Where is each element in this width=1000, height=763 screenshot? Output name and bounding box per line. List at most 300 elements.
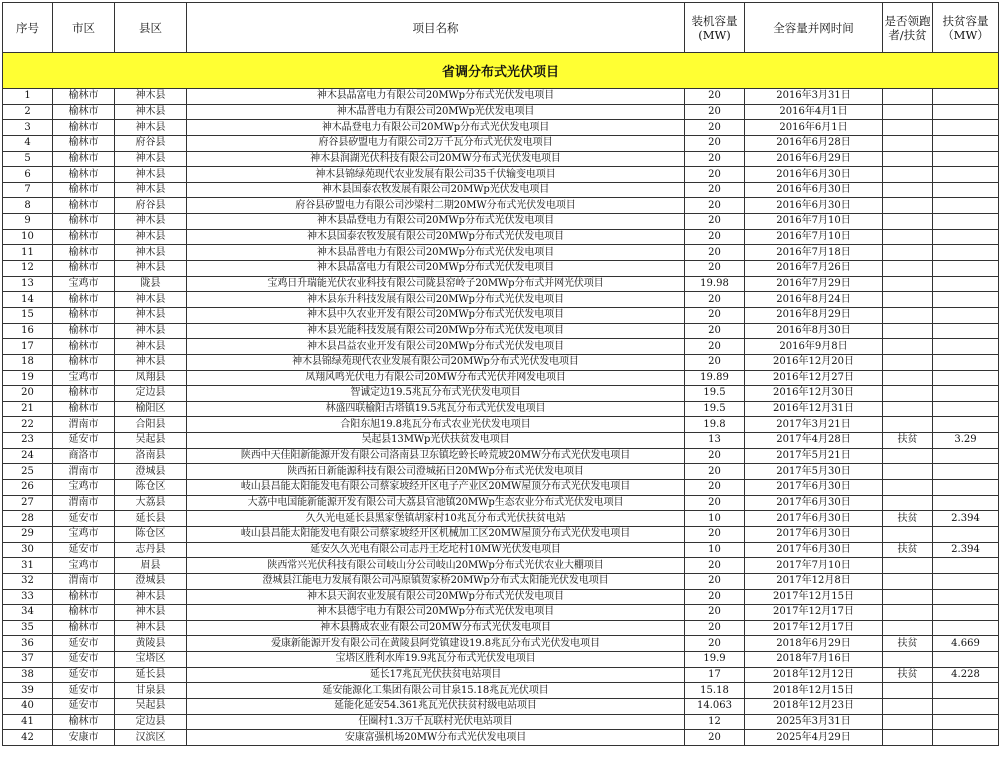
cell-no: 40 [3, 698, 53, 714]
cell-city: 延安市 [53, 542, 115, 558]
cell-no: 9 [3, 214, 53, 230]
cell-leader-poverty [883, 605, 933, 621]
cell-no: 39 [3, 683, 53, 699]
cell-grid-time: 2018年6月29日 [745, 636, 883, 652]
cell-city: 榆林市 [53, 182, 115, 198]
table-row [3, 120, 999, 136]
cell-poverty-capacity [933, 401, 999, 417]
cell-grid-time: 2018年7月16日 [745, 652, 883, 668]
cell-city: 延安市 [53, 433, 115, 449]
cell-no: 23 [3, 433, 53, 449]
cell-city: 榆林市 [53, 151, 115, 167]
cell-capacity: 19.5 [685, 386, 745, 402]
table-row [3, 229, 999, 245]
table-row [3, 714, 999, 730]
cell-project-name: 合阳东旭19.8兆瓦分布式农业光伏发电项目 [187, 417, 685, 433]
cell-county: 洛南县 [115, 448, 187, 464]
cell-county: 神木县 [115, 245, 187, 261]
cell-project-name: 府谷县矽盟电力有限公司沙梁村二期20MW分布式光伏发电项目 [187, 198, 685, 214]
cell-grid-time: 2016年7月26日 [745, 261, 883, 277]
cell-leader-poverty [883, 276, 933, 292]
cell-capacity: 20 [685, 354, 745, 370]
cell-county: 定边县 [115, 714, 187, 730]
table-row [3, 292, 999, 308]
cell-no: 20 [3, 386, 53, 402]
table-row [3, 135, 999, 151]
cell-poverty-capacity: 2.394 [933, 511, 999, 527]
cell-leader-poverty [883, 323, 933, 339]
cell-poverty-capacity [933, 120, 999, 136]
cell-leader-poverty [883, 386, 933, 402]
cell-leader-poverty [883, 589, 933, 605]
cell-city: 榆林市 [53, 339, 115, 355]
cell-grid-time: 2016年6月1日 [745, 120, 883, 136]
cell-no: 21 [3, 401, 53, 417]
section-row [3, 53, 999, 89]
cell-city: 延安市 [53, 636, 115, 652]
cell-poverty-capacity [933, 276, 999, 292]
cell-capacity: 20 [685, 480, 745, 496]
cell-grid-time: 2016年6月28日 [745, 135, 883, 151]
cell-poverty-capacity: 2.394 [933, 542, 999, 558]
cell-no: 12 [3, 261, 53, 277]
cell-capacity: 20 [685, 589, 745, 605]
cell-no: 8 [3, 198, 53, 214]
cell-project-name: 神木县中久农业开发有限公司20MWp分布式光伏发电项目 [187, 307, 685, 323]
cell-city: 榆林市 [53, 89, 115, 105]
cell-capacity: 19.98 [685, 276, 745, 292]
table-row [3, 276, 999, 292]
cell-city: 榆林市 [53, 354, 115, 370]
cell-county: 延长县 [115, 511, 187, 527]
cell-no: 30 [3, 542, 53, 558]
cell-poverty-capacity [933, 573, 999, 589]
cell-poverty-capacity [933, 386, 999, 402]
cell-leader-poverty [883, 698, 933, 714]
table-row [3, 245, 999, 261]
cell-leader-poverty [883, 354, 933, 370]
cell-grid-time: 2017年6月30日 [745, 511, 883, 527]
cell-city: 榆林市 [53, 104, 115, 120]
table-row [3, 198, 999, 214]
cell-no: 3 [3, 120, 53, 136]
cell-leader-poverty [883, 714, 933, 730]
cell-city: 安康市 [53, 730, 115, 746]
cell-grid-time: 2017年6月30日 [745, 542, 883, 558]
table-row [3, 542, 999, 558]
cell-grid-time: 2016年12月30日 [745, 386, 883, 402]
cell-grid-time: 2017年6月30日 [745, 495, 883, 511]
cell-county: 陇县 [115, 276, 187, 292]
cell-county: 神木县 [115, 339, 187, 355]
cell-county: 眉县 [115, 558, 187, 574]
cell-city: 榆林市 [53, 198, 115, 214]
cell-no: 34 [3, 605, 53, 621]
cell-county: 合阳县 [115, 417, 187, 433]
cell-project-name: 神木县光能科技发展有限公司20MWp分布式光伏发电项目 [187, 323, 685, 339]
cell-capacity: 20 [685, 292, 745, 308]
cell-project-name: 陕西拓日新能源科技有限公司澄城拓日20MWp分布式光伏发电项目 [187, 464, 685, 480]
cell-grid-time: 2016年4月1日 [745, 104, 883, 120]
cell-county: 神木县 [115, 354, 187, 370]
cell-no: 19 [3, 370, 53, 386]
table-row [3, 652, 999, 668]
cell-project-name: 延能化延安54.361兆瓦光伏扶贫村级电站项目 [187, 698, 685, 714]
cell-poverty-capacity [933, 714, 999, 730]
cell-no: 41 [3, 714, 53, 730]
cell-project-name: 吴起县13MWp光伏扶贫发电项目 [187, 433, 685, 449]
header-county: 县区 [115, 3, 187, 53]
cell-project-name: 陕西中天佳阳新能源开发有限公司洛南县卫东镇圪蛉长岭荒坡20MW分布式光伏发电项目 [187, 448, 685, 464]
cell-capacity: 20 [685, 339, 745, 355]
cell-grid-time: 2017年6月30日 [745, 480, 883, 496]
table-row [3, 480, 999, 496]
cell-county: 神木县 [115, 89, 187, 105]
cell-county: 神木县 [115, 589, 187, 605]
cell-grid-time: 2017年4月28日 [745, 433, 883, 449]
cell-grid-time: 2016年3月31日 [745, 89, 883, 105]
cell-city: 榆林市 [53, 261, 115, 277]
cell-poverty-capacity [933, 198, 999, 214]
cell-project-name: 神木县晶登电力有限公司20MWp分布式光伏发电项目 [187, 214, 685, 230]
cell-project-name: 神木县晶富电力有限公司20MWp分布式光伏发电项目 [187, 261, 685, 277]
cell-city: 榆林市 [53, 229, 115, 245]
table-row [3, 167, 999, 183]
cell-city: 榆林市 [53, 135, 115, 151]
cell-poverty-capacity [933, 495, 999, 511]
cell-grid-time: 2018年12月12日 [745, 667, 883, 683]
cell-county: 宝塔区 [115, 652, 187, 668]
cell-county: 神木县 [115, 307, 187, 323]
cell-no: 28 [3, 511, 53, 527]
cell-city: 商洛市 [53, 448, 115, 464]
cell-poverty-capacity [933, 104, 999, 120]
cell-poverty-capacity [933, 323, 999, 339]
table-row [3, 605, 999, 621]
cell-city: 榆林市 [53, 245, 115, 261]
cell-city: 宝鸡市 [53, 276, 115, 292]
cell-no: 2 [3, 104, 53, 120]
cell-capacity: 10 [685, 542, 745, 558]
cell-project-name: 延安能源化工集团有限公司甘泉15.18兆瓦光伏项目 [187, 683, 685, 699]
cell-county: 陈仓区 [115, 526, 187, 542]
cell-city: 榆林市 [53, 214, 115, 230]
cell-capacity: 20 [685, 526, 745, 542]
cell-capacity: 20 [685, 167, 745, 183]
cell-grid-time: 2018年12月23日 [745, 698, 883, 714]
cell-city: 榆林市 [53, 386, 115, 402]
cell-county: 澄城县 [115, 573, 187, 589]
cell-no: 6 [3, 167, 53, 183]
table-row [3, 401, 999, 417]
cell-capacity: 10 [685, 511, 745, 527]
cell-project-name: 神木县天润农业发展有限公司20MWp分布式光伏发电项目 [187, 589, 685, 605]
cell-leader-poverty [883, 558, 933, 574]
cell-grid-time: 2016年7月10日 [745, 229, 883, 245]
table-row [3, 698, 999, 714]
header-city: 市区 [53, 3, 115, 53]
cell-grid-time: 2017年5月21日 [745, 448, 883, 464]
cell-county: 黄陵县 [115, 636, 187, 652]
cell-poverty-capacity [933, 464, 999, 480]
cell-grid-time: 2017年12月8日 [745, 573, 883, 589]
cell-poverty-capacity [933, 89, 999, 105]
cell-poverty-capacity [933, 292, 999, 308]
cell-leader-poverty [883, 167, 933, 183]
cell-no: 24 [3, 448, 53, 464]
cell-grid-time: 2017年6月30日 [745, 526, 883, 542]
cell-grid-time: 2016年7月10日 [745, 214, 883, 230]
cell-poverty-capacity [933, 167, 999, 183]
cell-grid-time: 2016年9月8日 [745, 339, 883, 355]
cell-capacity: 12 [685, 714, 745, 730]
cell-leader-poverty [883, 104, 933, 120]
cell-county: 神木县 [115, 214, 187, 230]
cell-city: 榆林市 [53, 589, 115, 605]
cell-project-name: 宝塔区胜利水库19.9兆瓦分布式光伏发电项目 [187, 652, 685, 668]
cell-county: 吴起县 [115, 698, 187, 714]
cell-county: 神木县 [115, 292, 187, 308]
table-row [3, 448, 999, 464]
cell-leader-poverty: 扶贫 [883, 542, 933, 558]
table-row [3, 386, 999, 402]
table-row [3, 151, 999, 167]
cell-poverty-capacity [933, 605, 999, 621]
cell-leader-poverty: 扶贫 [883, 511, 933, 527]
cell-grid-time: 2016年7月29日 [745, 276, 883, 292]
table-row [3, 433, 999, 449]
table-row [3, 261, 999, 277]
cell-capacity: 20 [685, 558, 745, 574]
cell-no: 35 [3, 620, 53, 636]
cell-poverty-capacity [933, 620, 999, 636]
cell-city: 榆林市 [53, 620, 115, 636]
cell-capacity: 20 [685, 605, 745, 621]
cell-project-name: 神木县国泰农牧发展有限公司20MWp光伏发电项目 [187, 182, 685, 198]
cell-county: 神木县 [115, 229, 187, 245]
cell-poverty-capacity [933, 182, 999, 198]
cell-city: 榆林市 [53, 120, 115, 136]
table-row [3, 683, 999, 699]
cell-grid-time: 2016年6月30日 [745, 182, 883, 198]
cell-poverty-capacity [933, 683, 999, 699]
cell-no: 27 [3, 495, 53, 511]
cell-poverty-capacity: 4.669 [933, 636, 999, 652]
cell-no: 33 [3, 589, 53, 605]
cell-no: 5 [3, 151, 53, 167]
table-row [3, 370, 999, 386]
cell-county: 澄城县 [115, 464, 187, 480]
cell-county: 陈仓区 [115, 480, 187, 496]
cell-grid-time: 2017年12月17日 [745, 620, 883, 636]
cell-no: 7 [3, 182, 53, 198]
cell-capacity: 20 [685, 198, 745, 214]
cell-grid-time: 2017年12月17日 [745, 605, 883, 621]
cell-project-name: 神木县润湖光伏科技有限公司20MW分布式光伏发电项目 [187, 151, 685, 167]
header-row [3, 3, 999, 53]
cell-project-name: 神木县昌益农业开发有限公司20MWp分布式光伏发电项目 [187, 339, 685, 355]
table-row [3, 573, 999, 589]
table-row [3, 339, 999, 355]
cell-county: 甘泉县 [115, 683, 187, 699]
cell-county: 神木县 [115, 120, 187, 136]
cell-county: 吴起县 [115, 433, 187, 449]
cell-leader-poverty [883, 683, 933, 699]
header-project-name: 项目名称 [187, 3, 685, 53]
cell-poverty-capacity [933, 307, 999, 323]
cell-project-name: 延安久久光电有限公司志丹王圪坨村10MW光伏发电项目 [187, 542, 685, 558]
cell-city: 渭南市 [53, 464, 115, 480]
cell-leader-poverty [883, 401, 933, 417]
cell-project-name: 神木县晶富电力有限公司20MWp分布式光伏发电项目 [187, 89, 685, 105]
cell-city: 渭南市 [53, 417, 115, 433]
cell-county: 大荔县 [115, 495, 187, 511]
cell-no: 17 [3, 339, 53, 355]
table-row [3, 667, 999, 683]
cell-poverty-capacity [933, 730, 999, 746]
cell-grid-time: 2016年8月29日 [745, 307, 883, 323]
cell-poverty-capacity [933, 526, 999, 542]
cell-county: 延长县 [115, 667, 187, 683]
cell-capacity: 19.9 [685, 652, 745, 668]
cell-no: 18 [3, 354, 53, 370]
cell-project-name: 延长17兆瓦光伏扶贫电站项目 [187, 667, 685, 683]
cell-project-name: 神木县国泰农牧发展有限公司20MWp分布式光伏发电项目 [187, 229, 685, 245]
cell-county: 神木县 [115, 261, 187, 277]
cell-leader-poverty [883, 307, 933, 323]
cell-leader-poverty [883, 214, 933, 230]
cell-no: 38 [3, 667, 53, 683]
cell-county: 定边县 [115, 386, 187, 402]
project-table [2, 2, 999, 746]
cell-poverty-capacity [933, 698, 999, 714]
cell-county: 府谷县 [115, 198, 187, 214]
cell-no: 15 [3, 307, 53, 323]
cell-grid-time: 2018年12月15日 [745, 683, 883, 699]
cell-grid-time: 2017年7月10日 [745, 558, 883, 574]
cell-project-name: 大荔中电国能新能源开发有限公司大荔县官池镇20MWp生态农业分布式光伏发电项目 [187, 495, 685, 511]
table-row [3, 511, 999, 527]
cell-capacity: 20 [685, 89, 745, 105]
cell-capacity: 14.063 [685, 698, 745, 714]
cell-poverty-capacity [933, 354, 999, 370]
cell-leader-poverty [883, 370, 933, 386]
cell-poverty-capacity [933, 558, 999, 574]
cell-no: 10 [3, 229, 53, 245]
cell-capacity: 20 [685, 182, 745, 198]
table-row [3, 495, 999, 511]
cell-capacity: 20 [685, 135, 745, 151]
cell-city: 榆林市 [53, 714, 115, 730]
cell-no: 16 [3, 323, 53, 339]
cell-leader-poverty [883, 339, 933, 355]
cell-no: 36 [3, 636, 53, 652]
cell-poverty-capacity [933, 652, 999, 668]
cell-city: 延安市 [53, 652, 115, 668]
cell-leader-poverty [883, 448, 933, 464]
cell-county: 神木县 [115, 151, 187, 167]
cell-grid-time: 2025年4月29日 [745, 730, 883, 746]
cell-capacity: 20 [685, 495, 745, 511]
cell-city: 延安市 [53, 698, 115, 714]
header-capacity: 装机容量(MW) [685, 3, 745, 53]
table-row [3, 89, 999, 105]
cell-county: 榆阳区 [115, 401, 187, 417]
cell-grid-time: 2016年6月29日 [745, 151, 883, 167]
cell-project-name: 久久光电延长县黑家堡镇胡家村10兆瓦分布式光伏扶贫电站 [187, 511, 685, 527]
cell-capacity: 19.89 [685, 370, 745, 386]
cell-city: 延安市 [53, 683, 115, 699]
table-row [3, 620, 999, 636]
cell-leader-poverty [883, 292, 933, 308]
cell-leader-poverty [883, 245, 933, 261]
cell-leader-poverty [883, 120, 933, 136]
cell-leader-poverty [883, 135, 933, 151]
cell-no: 1 [3, 89, 53, 105]
cell-no: 31 [3, 558, 53, 574]
cell-project-name: 智诚定边19.5兆瓦分布式光伏发电项目 [187, 386, 685, 402]
cell-poverty-capacity [933, 448, 999, 464]
table-row [3, 636, 999, 652]
cell-poverty-capacity [933, 589, 999, 605]
cell-capacity: 20 [685, 636, 745, 652]
cell-leader-poverty: 扶贫 [883, 636, 933, 652]
cell-capacity: 20 [685, 464, 745, 480]
cell-capacity: 20 [685, 261, 745, 277]
cell-leader-poverty [883, 89, 933, 105]
cell-project-name: 神木晶普电力有限公司20MWp光伏发电项目 [187, 104, 685, 120]
cell-county: 神木县 [115, 104, 187, 120]
cell-city: 延安市 [53, 511, 115, 527]
cell-project-name: 神木晶登电力有限公司20MWp分布式光伏发电项目 [187, 120, 685, 136]
table-row [3, 730, 999, 746]
cell-leader-poverty [883, 464, 933, 480]
cell-grid-time: 2017年5月30日 [745, 464, 883, 480]
cell-poverty-capacity [933, 135, 999, 151]
cell-leader-poverty [883, 417, 933, 433]
cell-grid-time: 2016年12月27日 [745, 370, 883, 386]
cell-county: 凤翔县 [115, 370, 187, 386]
cell-no: 14 [3, 292, 53, 308]
cell-grid-time: 2016年6月30日 [745, 167, 883, 183]
cell-city: 榆林市 [53, 167, 115, 183]
cell-poverty-capacity [933, 245, 999, 261]
cell-grid-time: 2017年12月15日 [745, 589, 883, 605]
cell-capacity: 20 [685, 151, 745, 167]
cell-leader-poverty [883, 480, 933, 496]
cell-leader-poverty: 扶贫 [883, 667, 933, 683]
cell-project-name: 神木县晶普电力有限公司20MWp分布式光伏发电项目 [187, 245, 685, 261]
header-no: 序号 [3, 3, 53, 53]
cell-capacity: 20 [685, 573, 745, 589]
cell-city: 榆林市 [53, 292, 115, 308]
cell-capacity: 20 [685, 214, 745, 230]
cell-capacity: 15.18 [685, 683, 745, 699]
table-row [3, 417, 999, 433]
cell-city: 宝鸡市 [53, 526, 115, 542]
table-row [3, 526, 999, 542]
cell-leader-poverty [883, 526, 933, 542]
cell-capacity: 20 [685, 229, 745, 245]
cell-city: 延安市 [53, 667, 115, 683]
cell-project-name: 府谷县矽盟电力有限公司2万千瓦分布式光伏发电项目 [187, 135, 685, 151]
cell-county: 志丹县 [115, 542, 187, 558]
cell-project-name: 宝鸡日升瑞能光伏农业科技有限公司陇县窑岭子20MWp分布式并网光伏项目 [187, 276, 685, 292]
cell-leader-poverty [883, 261, 933, 277]
cell-leader-poverty [883, 229, 933, 245]
cell-project-name: 神木县腾成农业有限公司20MW分布式光伏发电项目 [187, 620, 685, 636]
cell-city: 渭南市 [53, 573, 115, 589]
